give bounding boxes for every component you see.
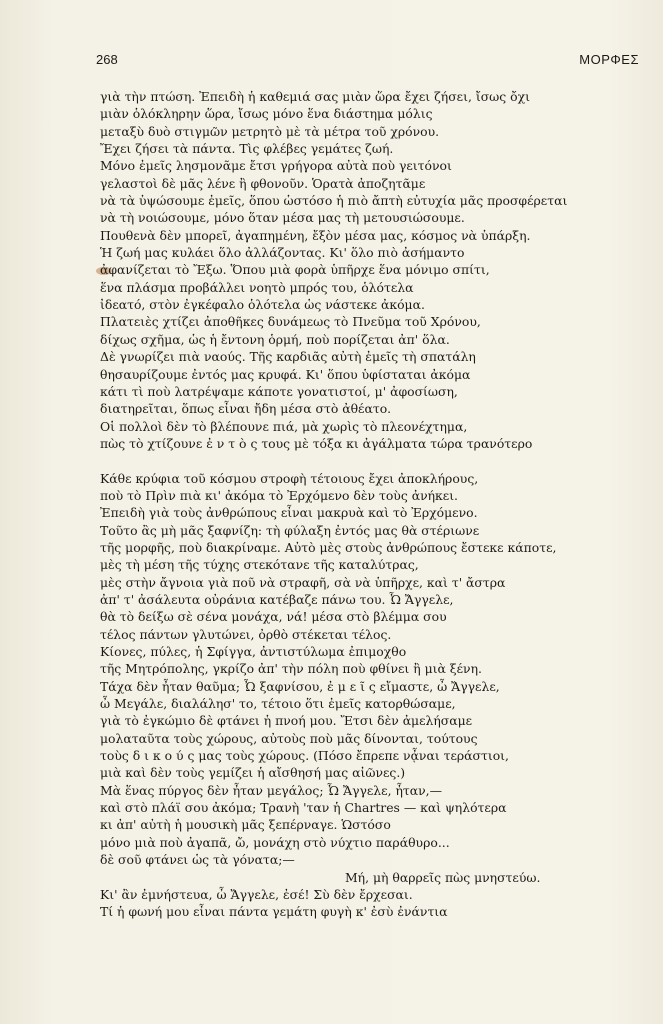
verse-line: Μὰ ἕνας πύργος δὲν ἦταν μεγάλος; Ὦ Ἄγγελε, ἦταν,— [100,782,442,798]
verse-line: Τί ἡ φωνή μου εἶναι πάντα γεμάτη φυγὴ κ' ἐσὺ ἐνάντια [100,904,448,920]
verse-line: δίχως σχῆμα, ὡς ἡ ἔντονη ὁρμή, ποὺ πορίζεται ἀπ' ὅλα. [100,331,450,347]
verse-line: θὰ τὸ δείξω σὲ σένα μονάχα, νά! μέσα στὸ βλέμμα σου [100,609,447,625]
verse-line: μὲς στὴν ἄγνοια γιὰ ποῦ νὰ στραφῆ, σὰ νὰ ὑπῆρχε, καὶ τ' ἄστρα [100,574,506,590]
verse-line: ἀπ' τ' ἀσάλευτα οὐράνια κατέβαζε πάνω του. Ὦ Ἄγγελε, [100,592,454,608]
verse-line: μιὰν ὁλόκληρην ὥρα, ἴσως μόνο ἕνα διάστημα μόλις [100,106,433,122]
verse-line: ὦ Μεγάλε, διαλάλησ' το, τέτοιο ὅτι ἐμεῖς κατορθώσαμε, [100,696,456,712]
verse-line: ἰδεατό, στὸν ἐγκέφαλο ὁλότελα ὡς νάστεκε ἀκόμα. [100,297,425,313]
verse-line: Μόνο ἐμεῖς λησμονᾶμε ἔτσι γρήγορα αὐτὰ ποὺ γειτόνοι [100,158,452,174]
verse-line: ἕνα πλάσμα προβάλλει νοητὸ μπρός του, ὁλότελα [100,279,414,295]
verse-line: Ἔχει ζήσει τὰ πάντα. Τὶς φλέβες γεμάτες ζωή. [100,141,394,157]
stanza-break [100,452,620,469]
verse-line: νὰ τὰ ὑψώσουμε ἐμεῖς, ὅπου ὡστόσο ἡ πιὸ ἄπτὴ εὐτυχία μᾶς προσφέρεται [100,193,568,209]
verse-line: ποὺ τὸ Πρὶν πιὰ κι' ἀκόμα τὸ Ἐρχόμενο δὲν τοὺς ἀνήκει. [100,487,458,503]
verse-line: Κίονες, πύλες, ἡ Σφίγγα, ἀντιστύλωμα ἐπιμοχθο [100,644,407,660]
verse-line: γιὰ τὸ ἐγκώμιο δὲ φτάνει ἡ πνοή μου. Ἔτσι δὲν ἀμελήσαμε [100,713,473,729]
verse-line: τῆς Μητρόπολης, γκρίζο ἀπ' τὴν πόλη ποὺ φθίνει ἢ μιὰ ξένη. [100,661,482,677]
poem-text [100,88,620,921]
verse-line: μεταξὺ δυὸ στιγμῶν μετρητὸ μὲ τὰ μέτρα τοῦ χρόνου. [100,123,440,139]
verse-line: μὲς τὴ μέση τῆς τύχης στεκότανε τῆς καταλύτρας, [100,557,419,573]
verse-line: δὲ σοῦ φτάνει ὡς τὰ γόνατα;— [100,852,295,868]
verse-line: Ἐπειδὴ γιὰ τοὺς ἀνθρώπους εἶναι μακρυὰ καὶ τὸ Ἐρχόμενο. [100,505,478,521]
verse-line: γελαστοὶ δὲ μᾶς λένε ἢ φθονοῦν. Ὁρατὰ ἀποζητᾶμε [100,175,426,191]
verse-line: καὶ στὸ πλάϊ σου ἀκόμα; Τρανὴ 'ταν ἡ Chartres — καὶ ψηλότερα [100,800,507,816]
verse-line: Οἱ πολλοὶ δὲν τὸ βλέπουνε πιά, μὰ χωρὶς τὸ πλεονέχτημα, [100,418,468,434]
verse-line: τῆς μορφῆς, ποὺ διακρίναμε. Αὐτὸ μὲς στοὺς ἀνθρώπους ἔστεκε κάποτε, [100,539,557,555]
verse-line: γιὰ τὴν πτώση. Ἐπειδὴ ἡ καθεμιά σας μιὰν ὥρα ἔχει ζήσει, ἴσως ὄχι [100,89,530,104]
verse-line: Τοῦτο ἂς μὴ μᾶς ξαφνίζη: τὴ φύλαξη ἐντός μας θὰ στέριωνε [100,522,480,538]
stanza-1 [100,88,620,452]
verse-line: ἀφανίζεται τὸ Ἔξω. Ὅπου μιὰ φορὰ ὑπῆρχε ἕνα μόνιμο σπίτι, [100,262,490,278]
verse-line: Τάχα δὲν ἦταν θαῦμα; Ὦ ξαφνίσου, ἐ μ ε ῖ ς εἴμαστε, ὦ Ἄγγελε, [100,678,500,694]
page-number: 268 [96,52,118,67]
verse-line: τοὺς δ ι κ ο ύ ς μας τοὺς χώρους. (Πόσο ἔπρεπε νᾆναι τεράστιοι, [100,748,509,764]
verse-line: νὰ τὴ νοιώσουμε, μόνο ὅταν μέσα μας τὴ μετουσιώσουμε. [100,210,465,226]
page-header [96,52,639,70]
verse-line: τέλος πάντων γλυτώνει, ὀρθὸ στέκεται τέλος. [100,626,392,642]
verse-line: Κάθε κρύφια τοῦ κόσμου στροφὴ τέτοιους ἔχει ἀποκλήρους, [100,470,479,486]
verse-line: διατηρεῖται, ὅπως εἶναι ἤδη μέσα στὸ ἀθέατο. [100,401,392,417]
verse-line: μολαταῦτα τοὺς χώρους, αὐτοὺς ποὺ μᾶς δίνονται, τούτους [100,730,478,746]
running-title: ΜΟΡΦΕΣ [579,52,639,67]
verse-line: κι ἀπ' αὐτὴ ἡ μουσικὴ μᾶς ξεπέρναγε. Ὡστόσο [100,817,391,833]
verse-line: μόνο μιὰ ποὺ ἀγαπᾶ, ὤ, μονάχη στὸ νύχτιο παράθυρο... [100,834,450,850]
verse-line: Ἡ ζωή μας κυλάει ὅλο ἀλλάζοντας. Κι' ὅλο πιὸ ἀσήμαντο [100,245,465,261]
stanza-2 [100,470,620,921]
verse-line: μιὰ καὶ δὲν τοὺς γεμίζει ἡ αἴσθησή μας αἰῶνες.) [100,765,406,781]
verse-line: Πλατειὲς χτίζει ἀποθῆκες δυνάμεως τὸ Πνεῦμα τοῦ Χρόνου, [100,314,481,330]
verse-line: θησαυρίζουμε ἐντός μας κρυφά. Κι' ὅπου ὑφίσταται ἀκόμα [100,366,471,382]
verse-line-indented: Μή, μὴ θαρρεῖς πὼς μνηστεύω. [345,869,541,885]
verse-line: Δὲ γνωρίζει πιὰ ναούς. Τῆς καρδιᾶς αὐτὴ ἐμεῖς τὴ σπατάλη [100,349,476,365]
verse-line: Κι' ἂν ἐμνήστευα, ὦ Ἄγγελε, ἐσέ! Σὺ δὲν ἔρχεσαι. [100,886,413,902]
verse-line: πὼς τὸ χτίζουνε ἐ ν τ ὸ ς τους μὲ τόξα κι ἀγάλματα τώρα τρανότερο [100,435,533,451]
verse-line: κάτι τὶ ποὺ λατρέψαμε κάποτε γονατιστοί, μ' ἀφοσίωση, [100,383,458,399]
verse-line: Πουθενὰ δὲν μπορεῖ, ἀγαπημένη, ἔξὸν μέσα μας, κόσμος νὰ ὑπάρξη. [100,227,531,243]
